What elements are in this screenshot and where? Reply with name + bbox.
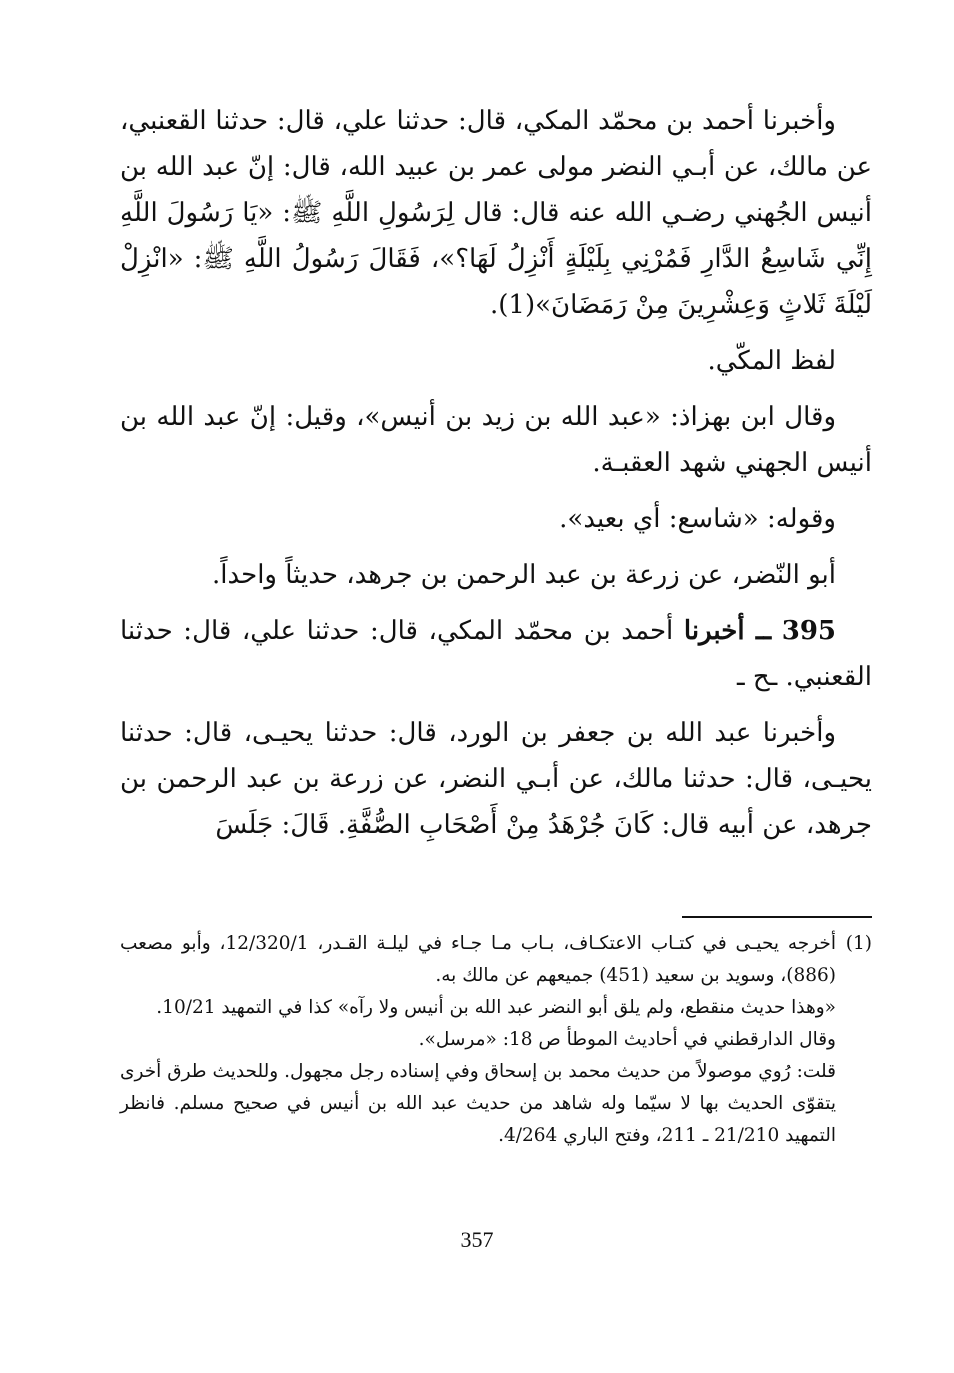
footnote-1-text: أخرجه يحيـى في كتـاب الاعتكـاف، بـاب مـا جـاء في ليلـة القـدر، 12/320/1، وأبو مصعب (886)، وسويد بن سعيد (451) جميعهم عن مالك به. (120, 933, 837, 986)
hadith-number: 395 (781, 616, 837, 646)
footnote-1 (120, 928, 872, 992)
paragraph-1: وأخبرنا أحمد بن محمّد المكي، قال: حدثنا علي، قال: حدثنا القعنبي، عن مالك، عن أبـي النضر مولى عمر بن عبيد الله، قال: إنّ عبد الله بن أنيس الجُهني رضـي الله عنه قال: قال لِرَسُولِ اللَّهِ ﷺ: «يَا رَسُولَ اللَّهِ إِنِّي شَاسِعُ الدَّارِ فَمُرْنِي بِلَيْلَةٍ أَنْزِلُ لَهَا؟»، فَقَالَ رَسُولُ اللَّهِ ﷺ: «انْزِلْ لَيْلَةَ ثَلاثٍ وَعِشْرِينَ مِنْ رَمَضَانَ»(1). (120, 106, 872, 320)
paragraph-5: أبو النّضر، عن زرعة بن عبد الرحمن بن جرهد، حديثاً واحداً. (211, 560, 836, 590)
footnote-4: قلت: رُوي موصولاً من حديث محمد بن إسحاق وفي إسناده رجل مجهول. وللحديث طرق أخرى يتقوّى الحديث بها لا سيّما وله شاهد من حديث عبد الله بن أنيس في صحيح مسلم. فانظر التمهيد 21/210 ـ 211، وفتح الباري 4/264. (120, 1061, 836, 1146)
footnote-2: «وهذا حديث منقطع، ولم يلق أبو النضر عبد الله بن أنيس ولا رآه» كذا في التمهيد 10/21. (156, 997, 836, 1018)
footnotes (120, 928, 872, 1152)
hadith-text: أحمد بن محمّد المكي، قال: حدثنا علي، قال: حدثنا القعنبي. ـح ـ (120, 616, 872, 692)
main-text (120, 98, 872, 858)
paragraph-6 (120, 608, 872, 700)
hadith-lead: ــ أخبرنا (683, 616, 772, 646)
footnote-separator (682, 916, 872, 918)
footnote-3: وقال الدارقطني في أحاديث الموطأ ص 18: «مرسل». (418, 1029, 836, 1050)
footnote-mark: (1) (845, 933, 873, 954)
page-number: 357 (460, 1227, 494, 1252)
paragraph-7: وأخبرنا عبد الله بن جعفر بن الورد، قال: حدثنا يحيـى، قال: حدثنا يحيـى، قال: حدثنا مالك، عن أبـي النضر، عن زرعة بن عبد الرحمن بن جرهد، عن أبيه قال: كَانَ جُرْهَدُ مِنْ أَصْحَابِ الصُّفَّةِ. قَالَ: جَلَسَ (120, 718, 872, 840)
paragraph-3: وقال ابن بهزاذ: «عبد الله بن زيد بن أنيس»، وقيل: إنّ عبد الله بن أنيس الجهني شهد العقبـة. (120, 402, 872, 478)
paragraph-4: وقوله: «شاسع: أي بعيد». (559, 504, 836, 534)
paragraph-2: لفظ المكّي. (707, 346, 836, 376)
